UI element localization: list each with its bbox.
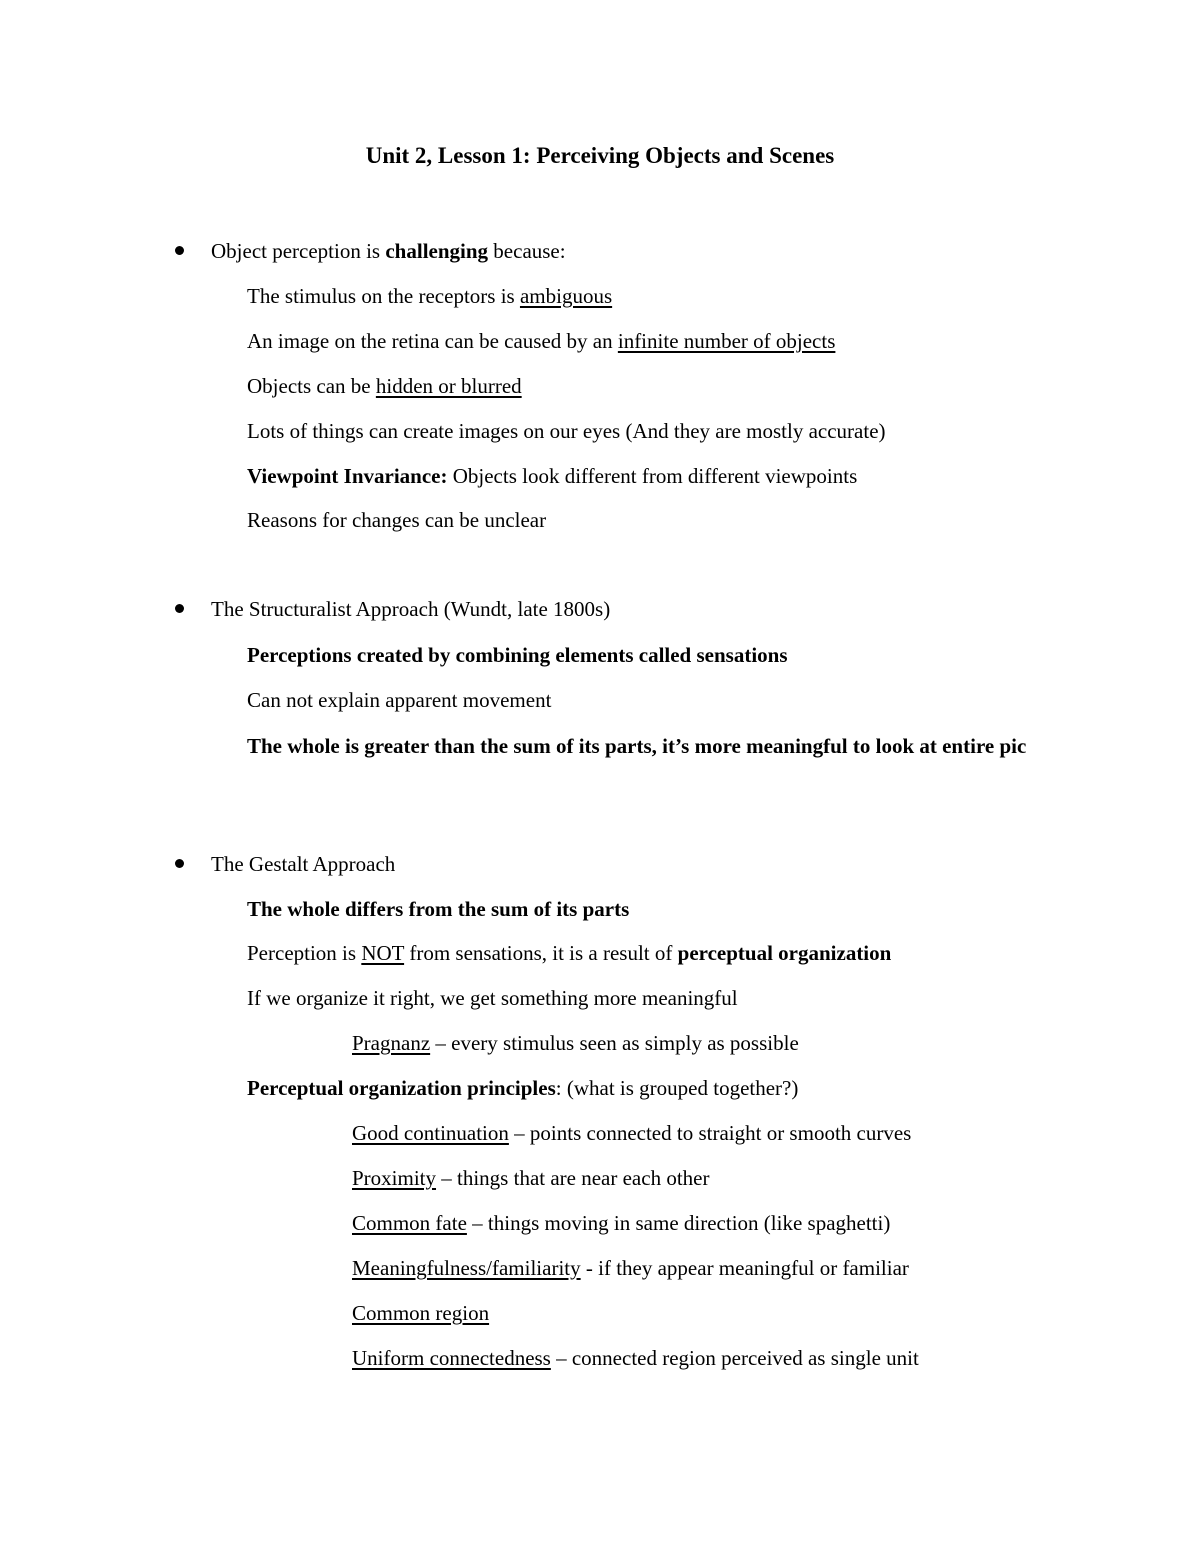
section1-item-4: Lots of things can create images on our eyes (And they are mostly accurate) [247, 419, 886, 443]
principle-proximity: Proximity – things that are near each other [352, 1166, 710, 1190]
section1-item-3: Objects can be hidden or blurred [247, 374, 522, 398]
principle-uniform-connectedness: Uniform connectedness – connected region perceived as single unit [352, 1346, 919, 1370]
section2-item-1: Perceptions created by combining elements called sensations [247, 643, 788, 667]
section2-heading: The Structuralist Approach (Wundt, late 1800s) [211, 597, 611, 621]
principle-common-region: Common region [352, 1301, 490, 1325]
section1-item-6: Reasons for changes can be unclear [247, 508, 547, 532]
principle-good-continuation: Good continuation – points connected to straight or smooth curves [352, 1121, 912, 1145]
bullet-icon [175, 604, 184, 613]
principle-meaningfulness: Meaningfulness/familiarity - if they appear meaningful or familiar [352, 1256, 909, 1280]
page-title: Unit 2, Lesson 1: Perceiving Objects and Scenes [365, 143, 835, 168]
bullet-icon [175, 859, 184, 868]
section1-item-2: An image on the retina can be caused by an infinite number of objects [247, 329, 836, 353]
section1-item-1: The stimulus on the receptors is ambiguous [247, 284, 613, 308]
section3-heading: The Gestalt Approach [211, 852, 396, 876]
section3-item-pragnanz: Pragnanz – every stimulus seen as simply as possible [352, 1031, 799, 1055]
section3-item-1: The whole differs from the sum of its parts [247, 897, 630, 921]
section1-item-5: Viewpoint Invariance: Objects look different from different viewpoints [247, 464, 858, 488]
section2-item-3: The whole is greater than the sum of its parts, it’s more meaningful to look at entire pic [247, 734, 1027, 758]
section3-item-2: Perception is NOT from sensations, it is a result of perceptual organization [247, 941, 892, 965]
bullet-icon [175, 246, 184, 255]
section3-item-principles: Perceptual organization principles: (what is grouped together?) [247, 1076, 799, 1100]
section2-item-2: Can not explain apparent movement [247, 688, 552, 712]
principle-common-fate: Common fate – things moving in same direction (like spaghetti) [352, 1211, 891, 1235]
section3-item-3: If we organize it right, we get something more meaningful [247, 986, 738, 1010]
section1-heading: Object perception is challenging because: [211, 239, 566, 263]
